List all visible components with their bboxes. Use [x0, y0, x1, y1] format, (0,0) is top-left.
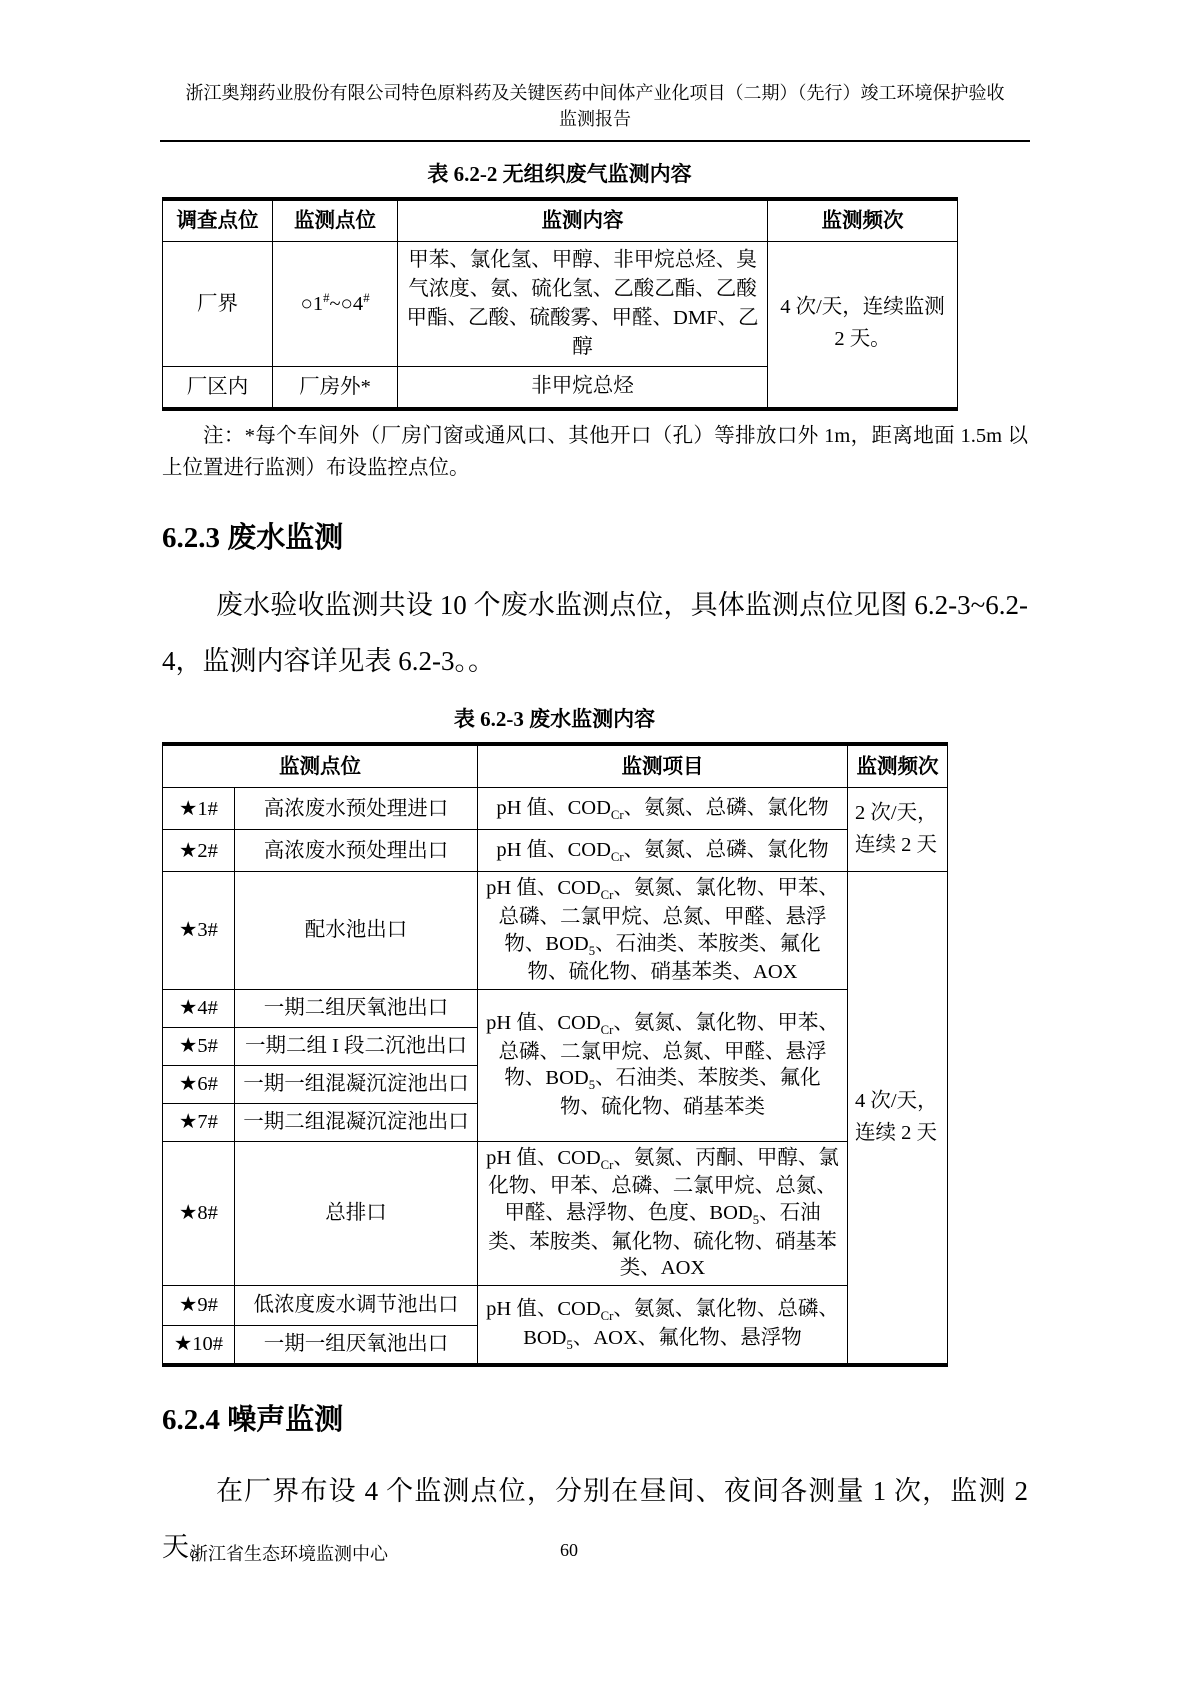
- table-row: [163, 830, 948, 872]
- table-row: [163, 788, 948, 830]
- cell-monitor-items: pH 值、$COD_{Cr}$、氨氮、氯化物、甲苯、总磷、二氯甲烷、总氮、甲醛、悬浮物、$BOD_5$、石油类、苯胺类、氟化物、硫化物、硝基苯类: [478, 989, 848, 1141]
- cell-content: 非甲烷总烃: [398, 367, 768, 409]
- cell-point-id: ★6#: [163, 1065, 235, 1103]
- cell-frequency: 2 次/天，连续 2 天: [848, 788, 948, 872]
- cell-point-id: ★2#: [163, 830, 235, 872]
- cell-point-id: ★1#: [163, 788, 235, 830]
- cell-monitor-items: pH 值、$COD_{Cr}$、氨氮、氯化物、甲苯、总磷、二氯甲烷、总氮、甲醛、悬浮物、$BOD_5$、石油类、苯胺类、氟化物、硫化物、硝基苯类、AOX: [478, 872, 848, 989]
- table-row: [163, 241, 958, 366]
- cell-monitor-items: pH 值、$COD_{Cr}$、氨氮、氯化物、总磷、$BOD_5$、AOX、氟化物、悬浮物: [478, 1285, 848, 1365]
- header-line-1: 浙江奥翔药业股份有限公司特色原料药及关键医药中间体产业化项目（二期）（先行）竣工环境保护验收: [185, 83, 1005, 103]
- cell-point-name: 一期二组厌氧池出口: [235, 989, 478, 1027]
- header-line-2: 监测报告: [559, 109, 631, 130]
- table-wastewater: [162, 742, 948, 1368]
- cell-point-id: ★5#: [163, 1027, 235, 1065]
- cell-point-id: ★7#: [163, 1103, 235, 1141]
- section-heading-wastewater: 6.2.3 废水监测: [162, 522, 344, 555]
- cell-survey-point: 厂区内: [163, 367, 273, 409]
- cell-point-id: ★4#: [163, 989, 235, 1027]
- cell-point-id: ★9#: [163, 1285, 235, 1325]
- table-row: [163, 1285, 948, 1325]
- table-gas: [162, 197, 958, 410]
- cell-point-name: 一期二组 I 段二沉池出口: [235, 1027, 478, 1065]
- footer-page-number: 60: [560, 1540, 578, 1560]
- cell-point-name: 高浓废水预处理进口: [235, 788, 478, 830]
- document-header: [162, 80, 1028, 132]
- cell-frequency: 4 次/天，连续 2 天: [848, 872, 948, 1366]
- table-gas-title: 表 6.2-2 无组织废气监测内容: [427, 162, 692, 187]
- cell-point-name: 一期一组混凝沉淀池出口: [235, 1065, 478, 1103]
- cell-point-name: 低浓度废水调节池出口: [235, 1285, 478, 1325]
- cell-point-name: 配水池出口: [235, 872, 478, 989]
- cell-point-id: ★8#: [163, 1141, 235, 1285]
- cell-point-name: 高浓废水预处理出口: [235, 830, 478, 872]
- footer-organization: 浙江省生态环境监测中心: [190, 1544, 388, 1564]
- table-row: [163, 872, 948, 989]
- col-header-monitor-point: 监测点位: [273, 199, 398, 241]
- cell-monitor-items: pH 值、$COD_{Cr}$、氨氮、丙酮、甲醇、氯化物、甲苯、总磷、二氯甲烷、总氮、甲醛、悬浮物、色度、$BOD_5$、石油类、苯胺类、氟化物、硫化物、硝基苯类、AOX: [478, 1141, 848, 1285]
- cell-point-name: 一期一组厌氧池出口: [235, 1325, 478, 1365]
- section-heading-noise: 6.2.4 噪声监测: [162, 1404, 344, 1437]
- cell-monitor-point: ○1#~○4#: [273, 241, 398, 366]
- table-row: [163, 1141, 948, 1285]
- cell-point-id: ★10#: [163, 1325, 235, 1365]
- col-header-point: 监测点位: [163, 744, 478, 788]
- header-divider: [160, 140, 1030, 142]
- cell-monitor-items: pH 值、$COD_{Cr}$、氨氮、总磷、氯化物: [478, 788, 848, 830]
- cell-survey-point: 厂界: [163, 241, 273, 366]
- noise-paragraph: 在厂界布设 4 个监测点位，分别在昼间、夜间各测量 1 次，监测 2 天。: [162, 1476, 1028, 1562]
- col-header-content: 监测内容: [398, 199, 768, 241]
- cell-content: 甲苯、氯化氢、甲醇、非甲烷总烃、臭气浓度、氨、硫化氢、乙酸乙酯、乙酸甲酯、乙酸、硫酸雾、甲醛、DMF、乙醇: [398, 241, 768, 366]
- table-gas-note: 注：*每个车间外（厂房门窗或通风口、其他开口（孔）等排放口外 1m，距离地面 1.5m 以上位置进行监测）布设监控点位。: [162, 424, 1028, 480]
- cell-point-id: ★3#: [163, 872, 235, 989]
- cell-point-name: 一期二组混凝沉淀池出口: [235, 1103, 478, 1141]
- col-header-frequency: 监测频次: [848, 744, 948, 788]
- table-gas-header-row: [163, 199, 958, 241]
- col-header-frequency: 监测频次: [768, 199, 958, 241]
- wastewater-paragraph: 废水验收监测共设 10 个废水监测点位，具体监测点位见图 6.2-3~6.2-4，监测内容详见表 6.2-3。。: [162, 590, 1028, 676]
- col-header-items: 监测项目: [478, 744, 848, 788]
- table-wastewater-title: 表 6.2-3 废水监测内容: [453, 706, 656, 731]
- cell-monitor-point: 厂房外*: [273, 367, 398, 409]
- cell-monitor-items: pH 值、$COD_{Cr}$、氨氮、总磷、氯化物: [478, 830, 848, 872]
- cell-point-name: 总排口: [235, 1141, 478, 1285]
- col-header-survey-point: 调查点位: [163, 199, 273, 241]
- table-wastewater-header-row: [163, 744, 948, 788]
- cell-frequency: 4 次/天，连续监测 2 天。: [768, 241, 958, 408]
- table-row: [163, 989, 948, 1027]
